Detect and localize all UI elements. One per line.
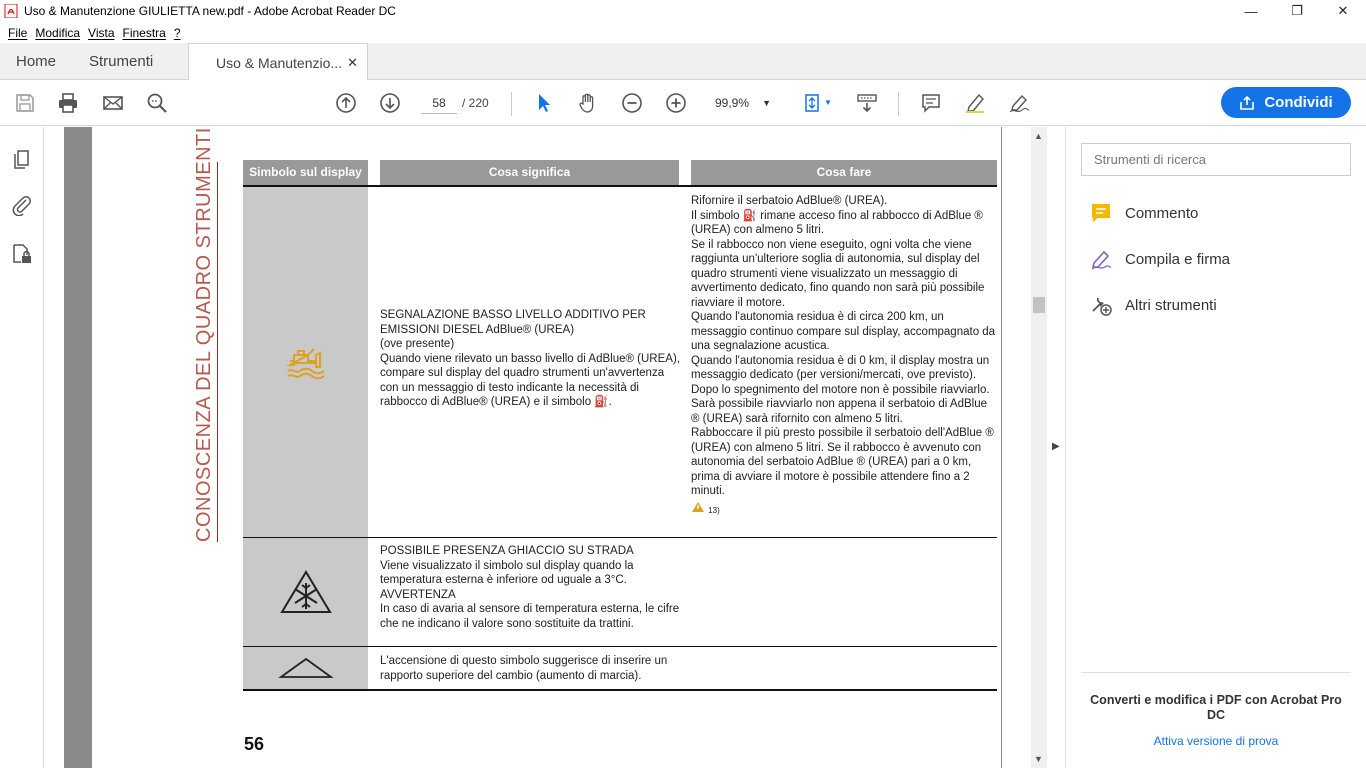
- page-total: / 220: [462, 96, 489, 110]
- comment-icon[interactable]: [918, 90, 944, 116]
- zoom-value: 99,9%: [715, 96, 750, 110]
- row1-action-p2: Il simbolo ⛽ rimane acceso fino al rabbocco di AdBlue ® (UREA) con almeno 5 litri.: [691, 209, 983, 236]
- row1-meaning-title: SEGNALAZIONE BASSO LIVELLO ADDITIVO PER EMISSIONI DIESEL AdBlue® (UREA): [380, 309, 646, 336]
- hand-tool-icon[interactable]: [575, 90, 601, 116]
- tools-panel: [1066, 127, 1366, 768]
- search-icon[interactable]: [144, 90, 170, 116]
- header-action: Cosa fare: [691, 160, 997, 185]
- tab-tools[interactable]: Strumenti: [89, 53, 154, 70]
- save-icon[interactable]: [12, 90, 38, 116]
- tool-comment[interactable]: [1090, 200, 1198, 226]
- symbol-cell-adblue: [243, 187, 368, 537]
- row1-note: [691, 501, 997, 519]
- row1-action: [691, 194, 997, 518]
- page-up-icon[interactable]: [333, 90, 359, 116]
- row2-meaning: [380, 544, 680, 631]
- select-cursor-icon[interactable]: [531, 90, 557, 116]
- gear-up-icon: [278, 656, 334, 680]
- row2-warning-body: In caso di avaria al sensore di temperatura esterna, le cifre che ne indicano il valore sono sostituite da trattini.: [380, 603, 680, 630]
- tool-fill-sign[interactable]: [1090, 246, 1230, 272]
- trial-link[interactable]: Attiva versione di prova: [1153, 734, 1279, 748]
- tool-comment-label: Commento: [1125, 204, 1199, 222]
- row2-meaning-title: POSSIBILE PRESENZA GHIACCIO SU STRADA: [380, 545, 634, 557]
- tool-fill-sign-label: Compila e firma: [1125, 250, 1231, 268]
- collapse-right-panel-icon[interactable]: ▶: [1052, 441, 1060, 452]
- tab-bar: [0, 43, 1366, 80]
- printed-page-number: 56: [244, 734, 265, 754]
- warning-triangle-icon: [691, 501, 705, 513]
- header-symbol: Simbolo sul display: [243, 160, 368, 185]
- restore-button[interactable]: ❐: [1291, 3, 1303, 18]
- window-title: Uso & Manutenzione GIULIETTA new.pdf - Adobe Acrobat Reader DC: [24, 4, 396, 18]
- adblue-warning-icon: [286, 345, 326, 379]
- document-viewport[interactable]: [44, 127, 1031, 768]
- share-button[interactable]: [1221, 87, 1351, 118]
- tab-home[interactable]: Home: [16, 53, 57, 70]
- comment-tool-icon: [1090, 202, 1112, 224]
- menu-vista[interactable]: Vista: [88, 25, 115, 40]
- section-side-label: [192, 127, 218, 542]
- toolbar: [0, 80, 1366, 126]
- zoom-out-icon[interactable]: [619, 90, 645, 116]
- menu-file[interactable]: File: [8, 25, 28, 40]
- scrollbar-thumb[interactable]: [1033, 297, 1045, 313]
- upgrade-promo: Converti e modifica i PDF con Acrobat Pro DC: [1090, 693, 1342, 722]
- pdf-page: [92, 127, 1001, 768]
- chevron-down-icon: ▼: [762, 98, 771, 108]
- security-document-icon[interactable]: [11, 243, 33, 265]
- close-tab-icon[interactable]: ✕: [347, 54, 358, 70]
- row1-action-p1: Rifornire il serbatoio AdBlue® (UREA).: [691, 195, 888, 207]
- email-icon[interactable]: [100, 90, 126, 116]
- page-number-input[interactable]: 58: [421, 92, 457, 114]
- table-bottom-rule: [243, 689, 997, 691]
- vertical-scrollbar[interactable]: [1031, 127, 1047, 768]
- fill-sign-tool-icon: [1090, 248, 1112, 270]
- zoom-in-icon[interactable]: [663, 90, 689, 116]
- toolbar-separator: [898, 92, 899, 116]
- row1-meaning-body: Quando viene rilevato un basso livello di AdBlue® (UREA), compare sul display del quadro strumenti un'avvertenza con un messaggio di testo indicante la necessità di rabbocco di AdBlue® (UREA) e il simbolo ⛽.: [380, 352, 680, 408]
- attachment-icon[interactable]: [11, 194, 33, 216]
- row2-meaning-body: Viene visualizzato il simbolo sul display quando la temperatura esterna è inferiore od uguale a 3°C.: [380, 559, 634, 586]
- print-icon[interactable]: [55, 90, 81, 116]
- scroll-down-icon[interactable]: ▼: [1034, 754, 1043, 764]
- page-thumbnails-icon[interactable]: [11, 149, 33, 171]
- fit-page-icon[interactable]: [800, 90, 826, 116]
- menu-finestra[interactable]: Finestra: [122, 25, 166, 40]
- row2-warning-title: AVVERTENZA: [380, 588, 456, 601]
- scroll-mode-icon[interactable]: [854, 90, 880, 116]
- toolbar-separator: [511, 92, 512, 116]
- symbol-cell-gear: [243, 647, 368, 689]
- panel-divider: [1081, 672, 1351, 673]
- title-bar: [0, 0, 1366, 22]
- close-window-button[interactable]: ✕: [1337, 3, 1349, 18]
- menu-modifica[interactable]: Modifica: [35, 25, 81, 40]
- header-meaning: Cosa significa: [380, 160, 679, 185]
- fill-sign-icon[interactable]: [1006, 90, 1032, 116]
- row1-meaning-availability: (ove presente): [380, 338, 455, 350]
- row3-meaning-body: L'accensione di questo simbolo suggerisce di inserire un rapporto superiore del cambio (aumento di marcia).: [380, 655, 668, 682]
- share-button-label: Condividi: [1264, 94, 1333, 111]
- row1-action-p3: Se il rabbocco non viene eseguito, ogni volta che viene raggiunta un'ulteriore soglia di autonomia, sul display del quadro strumenti viene visualizzato un messaggio di avvertimento dedicato, fino quando non sarà più possibile riavviare il motore.: [691, 238, 985, 309]
- row1-action-p6: Rabboccare il più presto possibile il serbatoio dell'AdBlue ® (UREA) con almeno 5 litri. Se il rabbocco è avvenuto con autonomia del serbatoio AdBlue ® (UREA) pari a 0 km, prima di avviare il motore è possibile attendere fino a 2 minuti.: [691, 427, 994, 497]
- symbol-cell-ice: [243, 538, 368, 646]
- acrobat-app-icon: [4, 4, 18, 18]
- row3-meaning: [380, 654, 680, 683]
- tool-more-label: Altri strumenti: [1125, 296, 1217, 314]
- tab-document[interactable]: [188, 43, 368, 81]
- section-title: CONOSCENZA DEL QUADRO STRUMENTI: [193, 127, 215, 542]
- fit-dropdown-icon[interactable]: ▼: [824, 98, 832, 107]
- highlight-pen-icon[interactable]: [962, 90, 988, 116]
- more-tools-icon: [1090, 294, 1112, 316]
- share-icon: [1239, 95, 1255, 111]
- row1-action-p5: Quando l'autonomia residua è di 0 km, il display mostra un messaggio dedicato (per versioni/mercati, ove previsto). Dopo lo spegnimento del motore non è possibile riavviarlo. Sarà possibile riavviarlo non appena il serbatoio di AdBlue ® (UREA) sarà rifornito con almeno 5 litri.: [691, 354, 990, 425]
- page-down-icon[interactable]: [377, 90, 403, 116]
- left-navigation-rail: [0, 127, 44, 768]
- section-divider: [217, 162, 218, 542]
- tab-document-label: Uso & Manutenzio...: [216, 54, 343, 71]
- row1-action-p4: Quando l'autonomia residua è di circa 200 km, un messaggio continuo compare sul display, accompagnato da una segnalazione acustica.: [691, 311, 996, 352]
- ice-warning-icon: [279, 569, 333, 615]
- zoom-select[interactable]: [707, 92, 775, 114]
- menu-help[interactable]: ?: [173, 25, 181, 40]
- note-reference: 13): [708, 505, 720, 515]
- scroll-up-icon[interactable]: ▲: [1034, 131, 1043, 141]
- tool-more[interactable]: [1090, 292, 1217, 318]
- tools-search-input[interactable]: Strumenti di ricerca: [1081, 143, 1351, 176]
- minimize-button[interactable]: —: [1244, 3, 1258, 19]
- menu-bar: [0, 22, 1366, 43]
- row1-meaning: [380, 308, 680, 410]
